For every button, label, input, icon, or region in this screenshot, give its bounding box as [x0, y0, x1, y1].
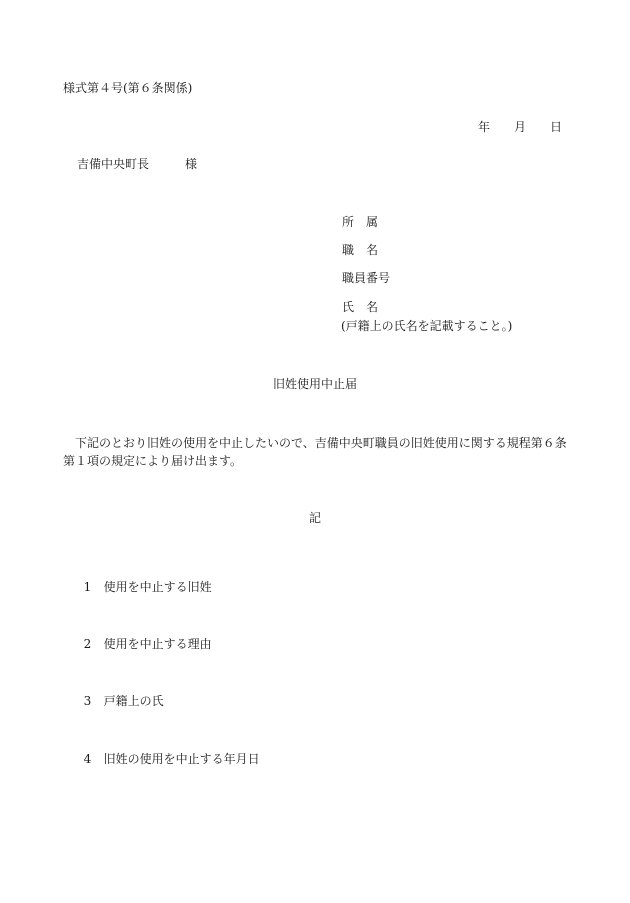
date-line: 年 月 日	[478, 120, 563, 134]
list-item	[76, 626, 212, 650]
item-number: 4	[83, 752, 92, 766]
item-number: 2	[83, 637, 92, 651]
job-title-label: 職 名	[342, 243, 379, 257]
staff-number-label: 職員番号	[342, 271, 391, 285]
item-label: 戸籍上の氏	[103, 694, 164, 708]
list-item	[76, 683, 164, 707]
form-number: 様式第４号(第６条関係)	[63, 81, 193, 95]
document-title: 旧姓使用中止届	[272, 377, 357, 391]
name-label: 氏 名	[342, 300, 379, 314]
addressee: 吉備中央町長 様	[77, 157, 198, 171]
affiliation-label: 所 属	[342, 215, 379, 229]
list-item	[76, 741, 260, 765]
item-label: 旧姓の使用を中止する年月日	[103, 752, 260, 766]
list-item	[76, 569, 212, 593]
body-text: 下記のとおり旧姓の使用を中止したいので、吉備中央町職員の旧姓使用に関する規程第６条第１項の規定により届け出ます。	[63, 436, 567, 468]
name-note: (戸籍上の氏名を記載すること。)	[341, 319, 513, 333]
item-number: 1	[83, 580, 92, 594]
item-number: 3	[83, 694, 92, 708]
item-label: 使用を中止する理由	[103, 637, 212, 651]
ki-heading: 記	[308, 511, 321, 525]
item-label: 使用を中止する旧姓	[103, 580, 212, 594]
